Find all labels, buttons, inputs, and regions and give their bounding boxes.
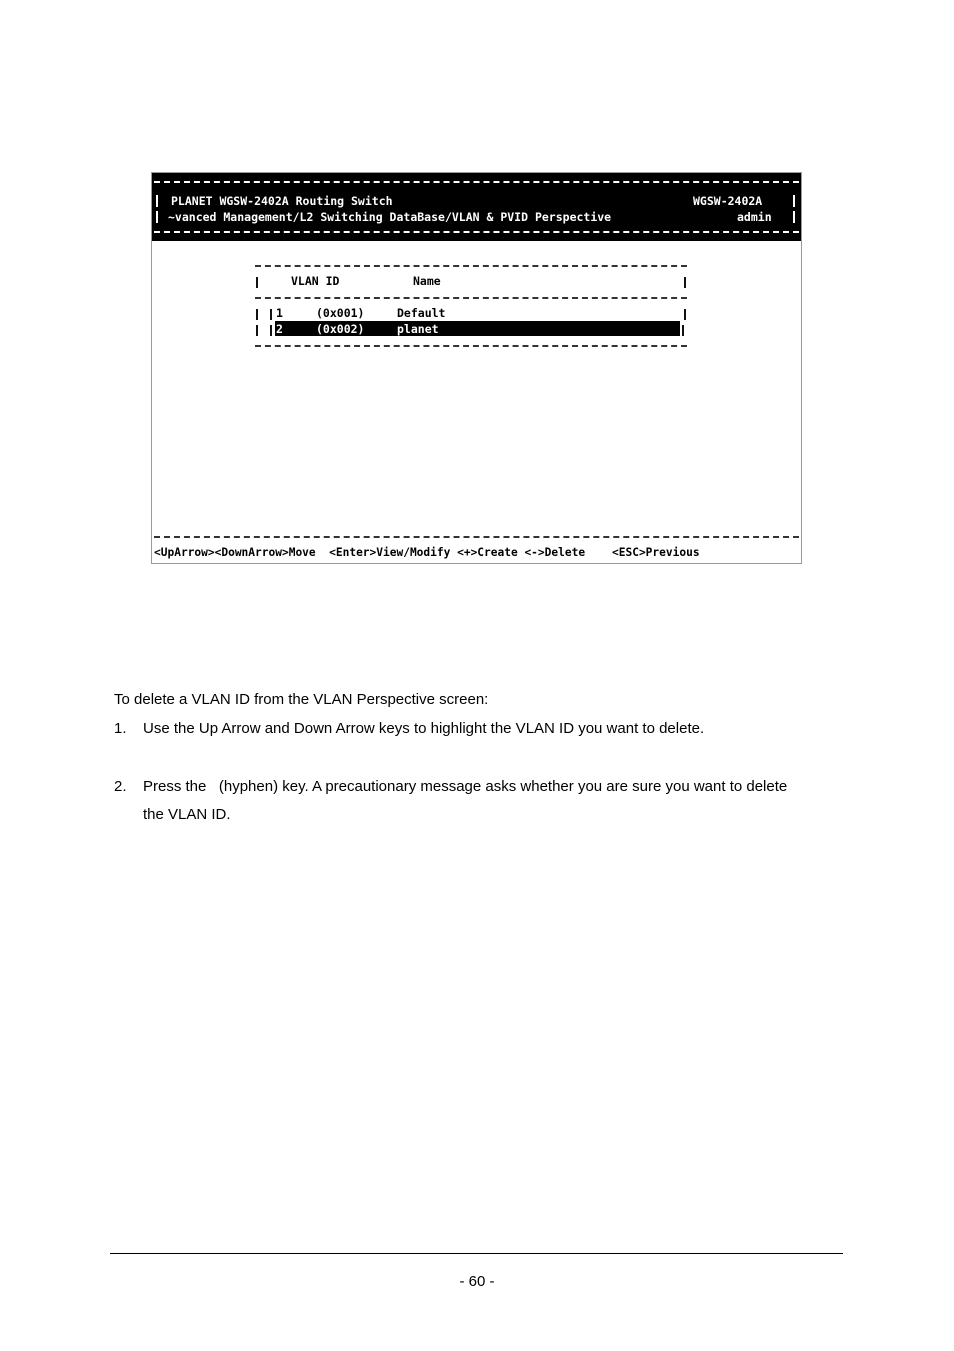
column-header-name: Name xyxy=(413,274,441,288)
table-bottom-border xyxy=(255,345,687,347)
vlan-row-1-name: Default xyxy=(397,306,446,320)
menu-path: ~vanced Management/L2 Switching DataBase/VLAN & PVID Perspective xyxy=(168,210,612,224)
footer-rule xyxy=(110,1253,843,1254)
table-top-border xyxy=(255,265,687,267)
intro-text: To delete a VLAN ID from the VLAN Perspective screen: xyxy=(114,691,489,708)
table-right-bar xyxy=(684,277,686,288)
step-2-text: Press the (hyphen) key. A precautionary message asks whether you are sure you want to delete xyxy=(143,778,788,795)
user-name: admin xyxy=(737,210,772,224)
page-number: - 60 - xyxy=(459,1273,495,1290)
table-left-bar xyxy=(256,309,258,320)
header-bottom-border xyxy=(154,231,799,233)
header-right-bar xyxy=(793,211,795,223)
terminal-screenshot xyxy=(151,172,802,564)
header-left-bar xyxy=(156,195,158,207)
vlan-row-2-name: planet xyxy=(397,322,439,336)
switch-model: WGSW-2402A xyxy=(693,194,763,208)
header-top-border xyxy=(154,181,799,183)
key-help-bar: <UpArrow><DownArrow>Move <Enter>View/Modify <+>Create <->Delete <ESC>Previous xyxy=(154,546,700,559)
step-2-text-continued: the VLAN ID. xyxy=(143,806,231,823)
header-right-bar xyxy=(793,195,795,207)
vlan-row-1-hex: (0x001) xyxy=(316,306,365,320)
row-left-bar xyxy=(270,325,272,336)
row-left-bar xyxy=(270,309,272,320)
table-left-bar xyxy=(256,325,258,336)
table-right-bar xyxy=(682,325,684,336)
step-2-number: 2. xyxy=(114,778,127,795)
header-left-bar xyxy=(156,211,158,223)
terminal-header xyxy=(152,173,801,241)
table-right-bar xyxy=(684,309,686,320)
table-left-bar xyxy=(256,277,258,288)
switch-title: PLANET WGSW-2402A Routing Switch xyxy=(171,194,393,208)
column-header-vlan-id: VLAN ID xyxy=(291,274,340,288)
vlan-row-1-id[interactable]: 1 xyxy=(276,306,283,320)
vlan-row-2-id[interactable]: 2 xyxy=(276,322,283,336)
table-header-divider xyxy=(255,297,687,299)
step-1-text: Use the Up Arrow and Down Arrow keys to highlight the VLAN ID you want to delete. xyxy=(143,720,705,737)
footer-divider xyxy=(154,536,799,538)
vlan-row-2-hex: (0x002) xyxy=(316,322,365,336)
step-1-number: 1. xyxy=(114,720,127,737)
